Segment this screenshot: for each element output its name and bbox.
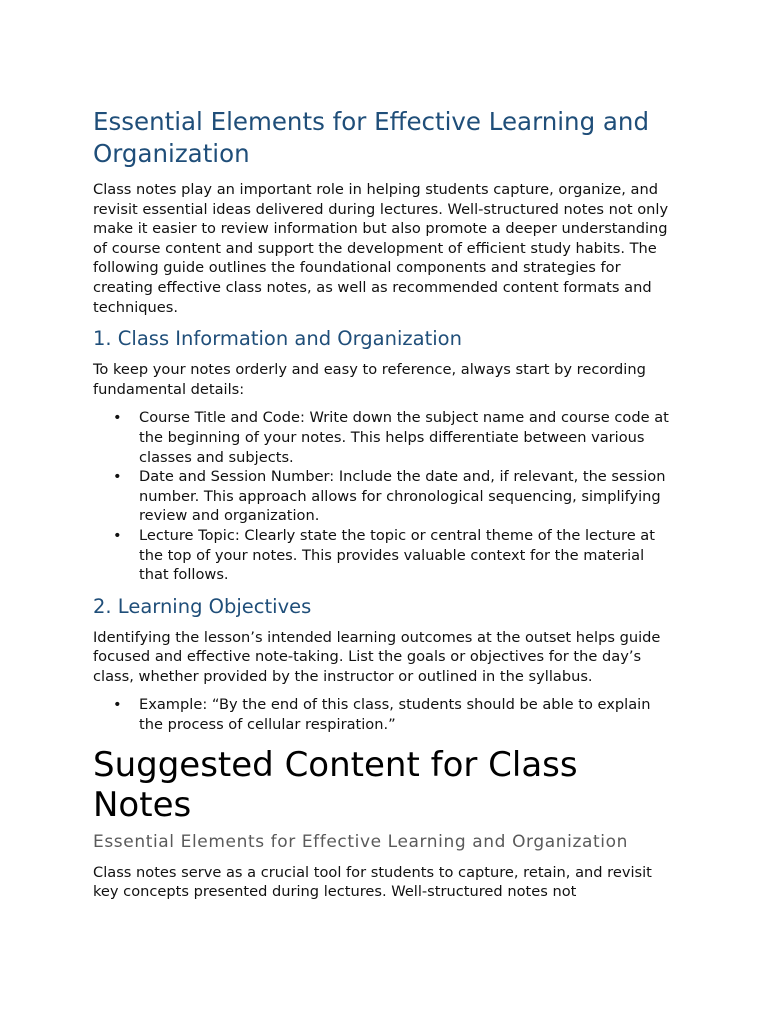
section2-intro: Class notes serve as a crucial tool for students to capture, retain, and revisit key concepts presented during lectures. Well-structured notes not [93,863,652,901]
section-heading: Essential Elements for Effective Learning and Organization [93,107,650,168]
list-item [93,695,675,734]
objectives-intro: Identifying the lesson’s intended learning outcomes at the outset helps guide focused and effective note-taking. List the goals or objectives for the day’s class, whether provided by the instructor or outlined in the syllabus. [93,628,661,685]
class-info-heading: 1. Class Information and Organization [93,327,462,351]
document-title: Suggested Content for Class Notes [93,744,578,825]
list-item-text: Lecture Topic: Clearly state the topic or central theme of the lecture at the top of your notes. This provides valuable context for the material that follows. [139,526,655,584]
bullet-icon: • [113,696,122,714]
bullet-icon: • [113,526,122,544]
list-item [93,467,675,526]
class-info-intro: To keep your notes orderly and easy to reference, always start by recording fundamental details: [93,361,646,398]
document-subtitle: Essential Elements for Effective Learning and Organization [93,831,628,852]
bullet-icon: • [113,468,122,486]
list-item-text: Date and Session Number: Include the date and, if relevant, the session number. This approach allows for chronological sequencing, simplifying review and organization. [139,468,666,525]
list-item [93,408,675,467]
intro-paragraph: Class notes play an important role in helping students capture, organize, and revisit essential ideas delivered during lectures. Well-structured notes not only make it easier to review information but also promote a deeper understanding of course content and support the development of efficient study habits. The following guide outlines the foundational components and strategies for creating effective class notes, as well as recommended content formats and techniques. [93,181,669,316]
bullet-icon: • [113,409,122,427]
list-item-text: Course Title and Code: Write down the subject name and course code at the beginning of your notes. This helps differentiate between various classes and subjects. [139,409,669,466]
objectives-heading: 2. Learning Objectives [93,594,312,618]
class-info-list [93,408,675,584]
document-page [93,106,675,902]
list-item [93,526,675,585]
objectives-list [93,695,675,734]
list-item-text: Example: “By the end of this class, students should be able to explain the process of cellular respiration.” [139,696,651,734]
